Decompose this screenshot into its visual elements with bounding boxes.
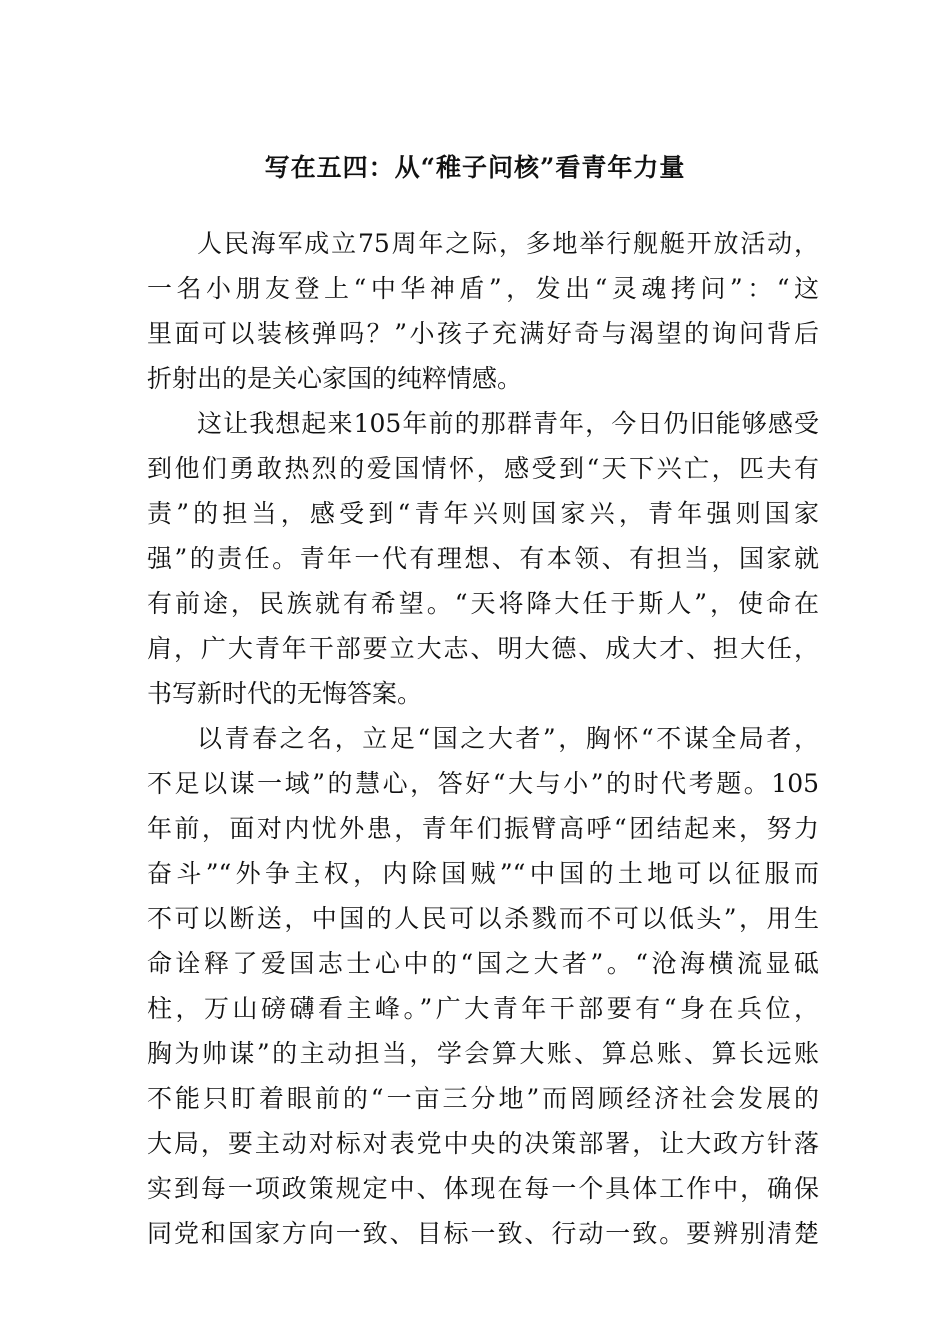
- text-line: 不能只盯着眼前的“一亩三分地”而罔顾经济社会发展的: [147, 1084, 819, 1113]
- text-line: 强”的责任。青年一代有理想、有本领、有担当，国家就: [147, 544, 819, 573]
- text-line: 年前，面对内忧外患，青年们振臂高呼“团结起来，努力: [147, 814, 819, 843]
- text-line: 肩，广大青年干部要立大志、明大德、成大才、担大任，: [147, 634, 819, 663]
- text-line: 人民海军成立75周年之际，多地举行舰艇开放活动，: [197, 229, 819, 258]
- text-line: 到他们勇敢热烈的爱国情怀，感受到“天下兴亡，匹夫有: [147, 454, 819, 483]
- text-line: 有前途，民族就有希望。“天将降大任于斯人”，使命在: [147, 589, 819, 618]
- text-line: 柱，万山磅礴看主峰。”广大青年干部要有“身在兵位，: [147, 994, 819, 1023]
- body-text: [147, 221, 819, 1256]
- text-line: 不足以谋一域”的慧心，答好“大与小”的时代考题。105: [147, 769, 819, 798]
- text-line: 命诠释了爱国志士心中的“国之大者”。“沧海横流显砥: [147, 949, 819, 978]
- text-line: 不可以断送，中国的人民可以杀戮而不可以低头”，用生: [147, 904, 819, 933]
- text-line: 一名小朋友登上“中华神盾”，发出“灵魂拷问”：“这: [147, 274, 819, 303]
- text-line: 书写新时代的无悔答案。: [147, 679, 423, 708]
- text-line: 大局，要主动对标对表党中央的决策部署，让大政方针落: [147, 1129, 819, 1158]
- page-title: 写在五四：从“稚子问核”看青年力量: [264, 153, 686, 182]
- text-line: 责”的担当，感受到“青年兴则国家兴，青年强则国家: [147, 499, 819, 528]
- text-line: 这让我想起来105年前的那群青年，今日仍旧能够感受: [197, 409, 819, 438]
- text-line: 胸为帅谋”的主动担当，学会算大账、算总账、算长远账: [147, 1039, 819, 1068]
- text-line: 折射出的是关心家国的纯粹情感。: [147, 364, 523, 393]
- text-line: 里面可以装核弹吗？”小孩子充满好奇与渴望的询问背后: [147, 319, 819, 348]
- text-line: 以青春之名，立足“国之大者”，胸怀“不谋全局者，: [197, 724, 819, 753]
- text-line: 奋斗”“外争主权，内除国贼”“中国的土地可以征服而: [147, 859, 819, 888]
- text-line: 同党和国家方向一致、目标一致、行动一致。要辨别清楚: [147, 1219, 819, 1248]
- text-line: 实到每一项政策规定中、体现在每一个具体工作中，确保: [147, 1174, 819, 1203]
